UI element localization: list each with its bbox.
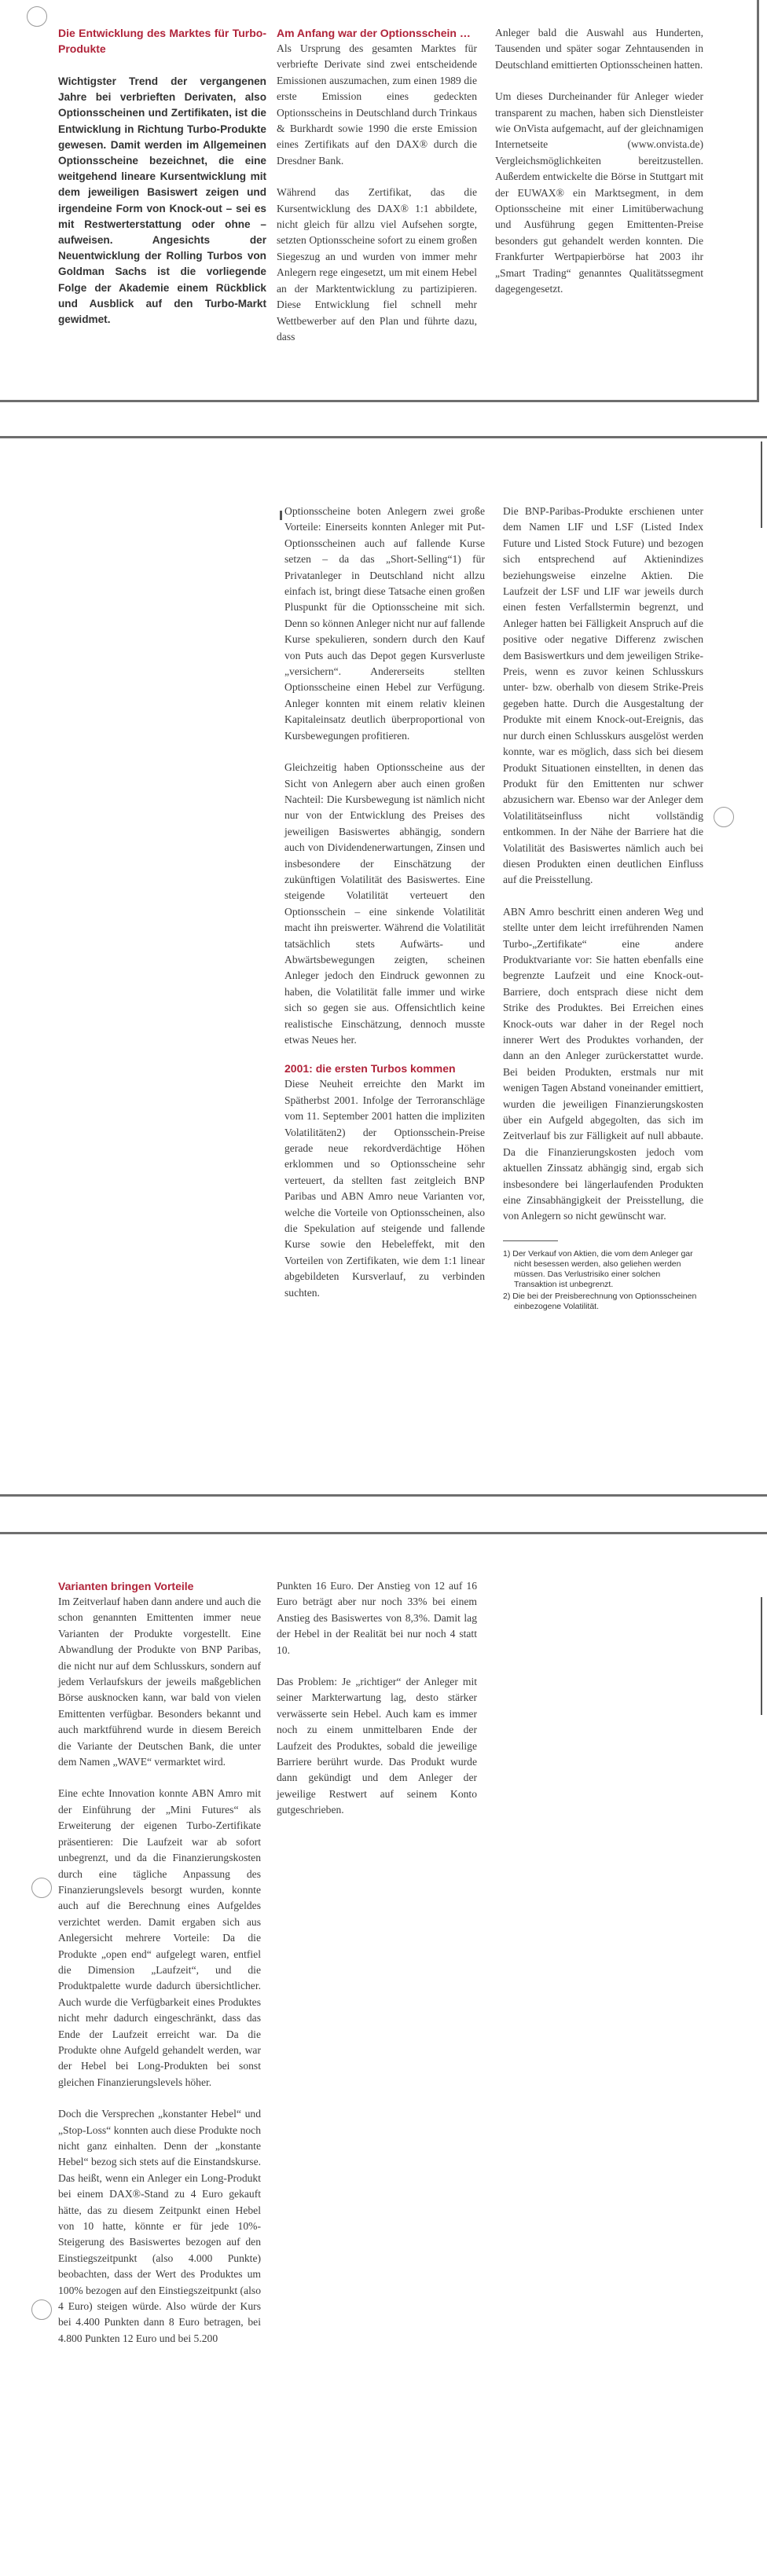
paragraph: Eine echte Innovation konnte ABN Amro mit der Einführung der „Mini Futures“ als Erweiterung der eigenen Turbo-Zertifikate präsentieren: Die Laufzeit war ab sofort unbegrenzt, und da die Finanzierungskosten durch eine tägliche Anpassung des Finanzierungslevels besorgt wurden, konnte auch auf die Berechnung eines Aufgeldes verzichtet werden. Damit ergaben sich aus Anlegersicht mehrere Vorteile: Da die Produkte „open end“ aufgelegt waren, entfiel die Dimension „Laufzeit“, und die Produktpalette wurde dadurch übersichtlicher. Auch wurde die Verfügbarkeit eines Produktes nicht mehr dadurch eingeschränkt, dass das Ende der Laufzeit erreicht war. Da die Produkte ohne Aufgeld gehandelt werden, war der Hebel bei Long-Produkten bei sonst gleichen Finanzierungslevels höher. [58, 1787, 261, 2088]
scrollbar-thumb[interactable] [761, 1597, 762, 1715]
paragraph: Während das Zertifikat, das die Kursentwicklung des DAX® 1:1 abbildete, nicht gleich für allzu viel Aufsehen sorgte, setzten Optionsscheine sofort zu einem großen Siegeszug an und wurden von immer mehr Anlegern rege eingesetzt, um mit einem Hebel an der Marktentwicklung zu partizipieren. Diese Entwicklung fiel schnell mehr Wettbewerber auf den Plan und führte dazu, dass [277, 186, 477, 343]
paragraph: Das Problem: Je „richtiger“ der Anleger mit seiner Markterwartung lag, desto stärker verwässerte sein Hebel. Auch kam es immer noch zu einem unmittelbaren Ende der Laufzeit des Produktes, sobald die jeweilige Barriere berührt wurde. Das Produkt wurde dann gekündigt und dem Anleger der jeweilige Restwert auf seinem Konto gutgeschrieben. [277, 1676, 477, 1816]
page-1 [0, 0, 759, 402]
punch-hole-icon [31, 1878, 52, 1898]
punch-hole-icon [31, 2299, 52, 2320]
section-heading: Am Anfang war der Optionsschein … [277, 27, 471, 39]
paragraph: Anleger bald die Auswahl aus Hunderten, Tausenden und später sogar Zehntausenden in Deutschland emittierten Optionsscheinen hatten. [495, 27, 703, 71]
page-2-column-2 [503, 504, 703, 1314]
footnote-divider [503, 1240, 558, 1241]
footnotes [503, 1249, 703, 1312]
page-1-column-3 [495, 25, 703, 298]
scrollbar-thumb[interactable] [761, 442, 762, 528]
paragraph: ABN Amro beschritt einen anderen Weg und stellte unter dem leicht irreführenden Namen Turbo-„Zertifikate“ eine andere Produktvariante vor: Sie hatten ebenfalls eine begrenzte Laufzeit und eine Knock-out-Barriere, doch entsprach diese nicht dem Strike des Produktes. Bei Erreichen eines Knock-outs war daher in der Regel noch innerer Wert des Produktes vorhanden, der dann an den Anleger zurückerstattet wurde. Bei beiden Produkten, erstmals nur mit wenigen Tagen Abstand voneinander emittiert, wurden die jeweiligen Finanzierungskosten über ein Aufgeld abgegolten, das sich im Zeitverlauf bis zur Fälligkeit auf null abbaute. Da die Finanzierungskosten jedoch vom aktuellen Zinssatz abhängig sind, ergab sich insbesondere bei längerlaufenden Produkten eine Zinsabhängigkeit der Preisstellung, die von Anlegern so nicht gewünscht war. [503, 905, 703, 1222]
punch-hole-icon [27, 6, 47, 27]
paragraph: Als Ursprung des gesamten Marktes für verbriefte Derivate sind zwei entscheidende Emissionen auszumachen, zum einen 1989 die erste Emission eines gedeckten Optionsscheins in Deutschland durch Trinkaus & Burkhardt sowie 1990 die erste Emission eines Zertifikats auf den DAX® durch die Dresdner Bank. [277, 42, 477, 167]
paragraph: Im Zeitverlauf haben dann andere und auch die schon genannten Emittenten immer neue Varianten der Produkte vorgestellt. Eine Abwandlung der Produkte von BNP Paribas, die nicht nur auf dem Schlusskurs, sondern auf jedem Verlaufskurs der jeweils maßgeblichen Börse ausknocken kann, war bald von vielen Emittenten verfügbar. Besonders bekannt und auch marktführend wurde in diesem Bereich die Variante der Deutschen Bank, die unter dem Namen „WAVE“ vermarktet wird. [58, 1596, 261, 1768]
footnote: 1) Der Verkauf von Aktien, die vom dem Anleger gar nicht besessen werden, also geliehen werden müssen. Das Verlustrisiko einer solchen Transaktion ist unbegrenzt. [503, 1248, 693, 1289]
paragraph: Die BNP-Paribas-Produkte erschienen unter dem Namen LIF und LSF (Listed Index Future und Listed Stock Future) und bezogen sich entsprechend auf Aktienindizes beziehungsweise einzelne Aktien. Die Laufzeit der LSF und LIF war jeweils durch einen festen Verfallstermin begrenzt, und Anleger hatten bei Fälligkeit Anspruch auf die positive oder negative Differenz zwischen dem Basiswertkurs und dem jeweiligen Strike-Preis, wenn es zuvor keinen Schlusskurs unter- bzw. oberhalb von diesem Strike-Preis gegeben hatte. Durch die Ausgestaltung der Produkte mit einem Knock-out-Ereignis, das nur durch einen Schlusskurs ausgelöst werden konnte, war es möglich, dass sich bei diesem Produkt Situationen einstellten, in denen das Produkt für den Emittenten nur schwer abzusichern war. Ebenso war der Anleger dem Volatilitätseinfluss nicht vollständig entkommen. In der Nähe der Barriere hat die Volatilität des Basiswertes nämlich auch bei diesen Produkten einen deutlichen Einfluss auf die Preisstellung. [503, 505, 703, 886]
paragraph: Optionsscheine boten Anlegern zwei große Vorteile: Einerseits konnten Anleger mit Put-Optionsscheinen auch auf fallende Kurse setzen – da das „Short-Selling“1) für Privatanleger in Deutschland nicht allzu einfach ist, bringt diese Tatsache einen großen Pluspunkt für die Optionsscheine mit sich. Denn so können Anleger nicht nur auf fallende Kurse spekulieren, sondern durch den Kauf von Puts auch das Depot gegen Kursverluste „versichern“. Andererseits stellten Optionsscheine einen Hebel zur Verfügung. Anleger konnten mit einem relativ kleinen Kapitaleinsatz deutlich überproportional von Kursbewegungen profitieren. [284, 505, 485, 742]
page-1-column-2 [277, 25, 477, 345]
page-1-column-1 [58, 25, 266, 328]
paragraph: Diese Neuheit erreichte den Markt im Spätherbst 2001. Infolge der Terroranschläge vom 11. September 2001 hatten die impliziten Volatilitäten2) der Optionsschein-Preise gerade neue rekordverdächtige Höhen erklommen und so Optionsscheine sehr verteuert, da stellten fast zeitgleich BNP Paribas und ABN Amro neue Varianten vor, welche die Vorteile von Optionsscheinen, also die Spekulation auf steigende und fallende Kurse sowie den Hebeleffekt, mit den Vorteilen von Zertifikaten, wie dem 1:1 linear abgebildeten Kursverlauf, zu verbinden suchten. [284, 1078, 485, 1299]
paragraph: Um dieses Durcheinander für Anleger wieder transparent zu machen, haben sich Dienstleister wie OnVista aufgemacht, auf der gleichnamigen Internetseite (www.onvista.de) Vergleichsmöglichkeiten bereitzustellen. Außerdem entwickelte die Börse in Stuttgart mit der EUWAX® ein Marktsegment, in dem Optionsscheine mit einer Limitüberwachung und Ausführung gegen Emittenten-Preise besonders gut gehandelt werden konnten. Die Frankfurter Wertpapierbörse hat 2003 ihr „Smart Trading“ genanntes Qualitätssegment dagegengesetzt. [495, 90, 703, 295]
footnote: 2) Die bei der Preisberechnung von Optionsscheinen einbezogene Volatilität. [503, 1291, 697, 1311]
article-lead: Wichtigster Trend der vergangenen Jahre bei verbrieften Derivaten, also Optionsscheinen und Zertifikaten, ist die Entwicklung in Richtung Turbo-Produkte gewesen. Damit werden im Allgemeinen Optionsscheine bezeichnet, die eine weitgehend lineare Kursentwicklung mit dem jeweiligen Basiswert zeigen und irgendeine Form von Knock-out – sei es mit Restwerterstattung oder ohne – aufweisen. Angesichts der Neuentwicklung der Rolling Turbos von Goldman Sachs ist die vorliegende Folge der Akademie einem Rückblick und Ausblick auf den Turbo-Markt gewidmet. [58, 75, 266, 326]
page-3-column-2 [277, 1578, 477, 1819]
section-heading: 2001: die ersten Turbos kommen [284, 1062, 456, 1075]
page-3 [0, 1532, 767, 2576]
page-3-column-1 [58, 1578, 261, 2347]
section-heading: Varianten bringen Vorteile [58, 1580, 194, 1592]
paragraph: Punkten 16 Euro. Der Anstieg von 12 auf 16 Euro beträgt aber nur noch 33% bei einem Anstieg des Basiswertes von 8,3%. Damit lag der Hebel in der Realität bei nur noch 4 statt 10. [277, 1580, 477, 1656]
paragraph: Gleichzeitig haben Optionsscheine aus der Sicht von Anlegern aber auch einen großen Nachteil: Die Kursbewegung ist nämlich nicht nur von der Entwicklung des Preises des jeweiligen Basiswertes abhängig, sondern auch von Dividendenerwartungen, Zinsen und insbesondere der Einschätzung der zukünftigen Volatilität des Basiswertes. Eine steigende Volatilität verteuert den Optionsschein – eine sinkende Volatilität macht ihn preiswerter. Während die Volatilität tatsächlich stets Aufwärts- und Abwärtsbewegungen zeigten, scheinen Anleger jedoch den Eindruck gewonnen zu haben, die Volatilität falle immer und wirke sich so gegen sie aus. Offensichtlich keine realistische Einschätzung, dennoch musste etwas Neues her. [284, 761, 485, 1046]
page-2-column-1 [284, 504, 485, 1301]
article-title: Die Entwicklung des Marktes für Turbo-Produkte [58, 27, 266, 55]
punch-hole-icon [714, 807, 734, 827]
page-2 [0, 436, 767, 1497]
text-cursor-icon [280, 511, 282, 520]
paragraph: Doch die Versprechen „konstanter Hebel“ und „Stop-Loss“ konnten auch diese Produkte noch nicht ganz einhalten. Denn der „konstante Hebel“ bezog sich stets auf die Einstandskurse. Das heißt, wenn ein Anleger ein Long-Produkt bei einem DAX®-Stand zu 4 Euro gekauft hätte, das zu diesem Zeitpunkt einen Hebel von 10 hatte, könnte er für jede 10%-Steigerung des Basiswertes bezogen auf den Einstiegszeitpunkt (also 4.000 Punkte) beobachten, dass der Wert des Produktes um 100% bezogen auf den Einstiegszeitpunkt (also 4 Euro) steigen würde. Also würde der Kurs bei 4.400 Punkten dann 8 Euro betragen, bei 4.800 Punkten 12 Euro und bei 5.200 [58, 2108, 261, 2344]
